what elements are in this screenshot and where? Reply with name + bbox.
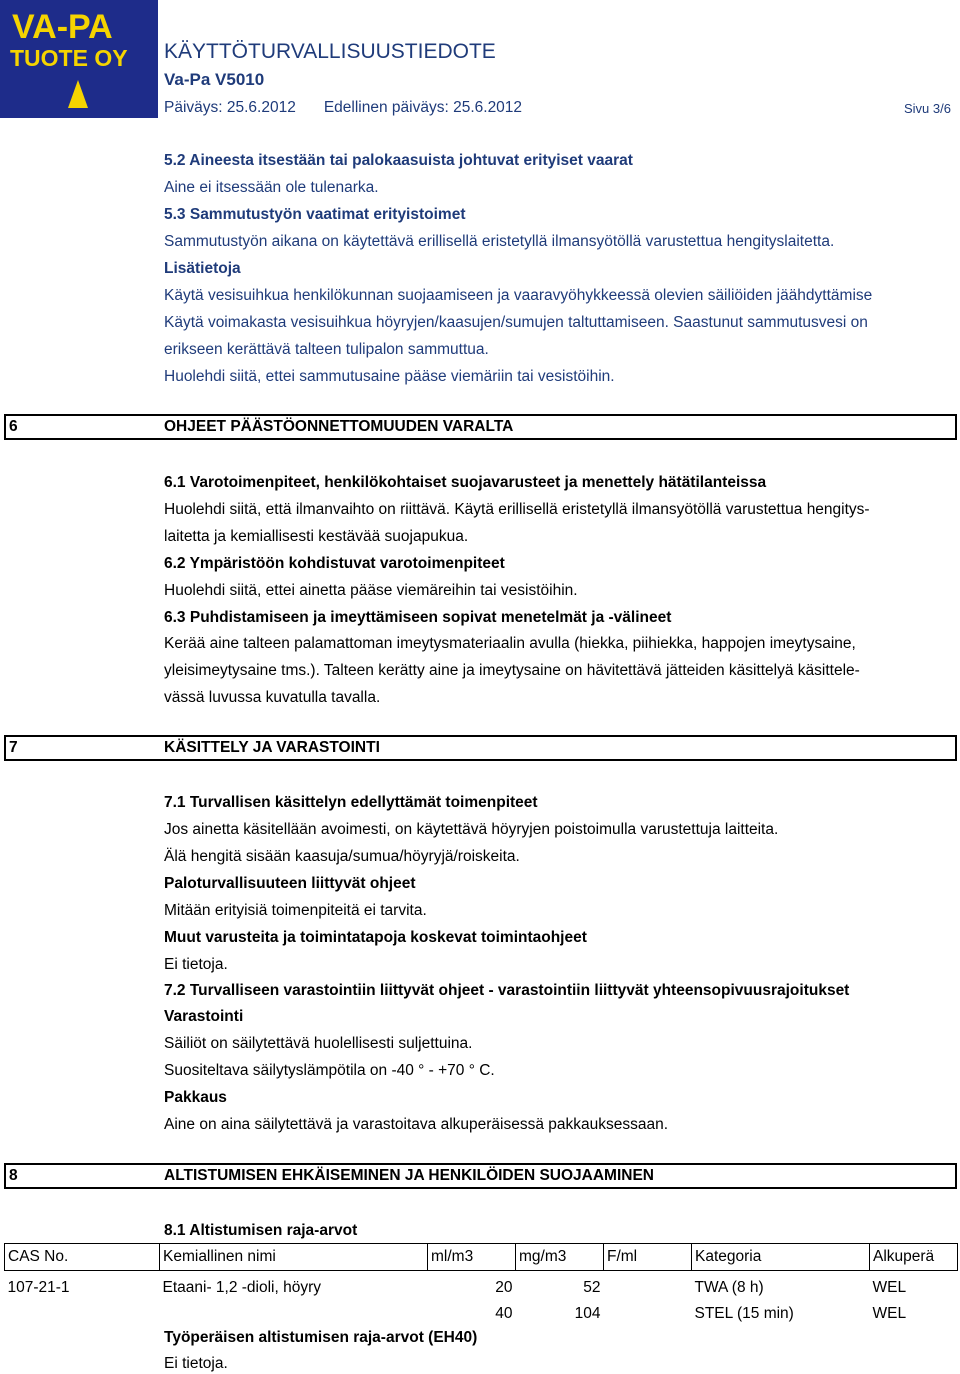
ml-m3-value: 20 (495, 1279, 513, 1296)
section-7-header (4, 735, 957, 761)
column-header: Alkuperä (870, 1244, 958, 1271)
subsection-7-1-heading: 7.1 Turvallisen käsittelyn edellyttämät toimenpiteet (164, 794, 538, 811)
section-number: 6 (9, 418, 18, 435)
subsection-8-1-heading: 8.1 Altistumisen raja-arvot (164, 1222, 358, 1239)
additional-info-line: Käytä vesisuihkua henkilökunnan suojaamiseen ja vaaravyöhykkeessä olevien säiliöiden jäähdyttämise (164, 287, 873, 304)
section-title: ALTISTUMISEN EHKÄISEMINEN JA HENKILÖIDEN SUOJAAMINEN (164, 1167, 655, 1184)
logo-graphic (0, 0, 158, 118)
other-instructions-heading: Muut varusteita ja toimintatapoja koskevat toimintaohjeet (164, 929, 587, 946)
table-row (5, 1301, 958, 1327)
subsection-5-2-text: Aine ei itsessään ole tulenarka. (164, 179, 379, 196)
subsection-7-2-heading: 7.2 Turvalliseen varastointiin liittyvät ohjeet - varastointiin liittyvät yhteensopivuusrajoitukset (164, 982, 850, 999)
subsection-7-1-text: Älä hengitä sisään kaasuja/sumua/höyryjä/roiskeita. (164, 848, 520, 865)
origin-value: WEL (872, 1279, 907, 1296)
table-row (5, 1275, 958, 1301)
other-instructions-text: Ei tietoja. (164, 956, 228, 973)
origin-value: WEL (872, 1305, 907, 1322)
ml-m3-value: 40 (495, 1305, 513, 1322)
column-header: CAS No. (5, 1244, 160, 1271)
company-logo (0, 0, 158, 118)
subsection-6-2-text: Huolehdi siitä, ettei ainetta pääse viemäreihin tai vesistöihin. (164, 582, 578, 599)
logo-text-vapa: VA-PA (12, 8, 113, 46)
section-number: 8 (9, 1167, 18, 1184)
subsection-6-1-text: Huolehdi siitä, että ilmanvaihto on riittävä. Käytä erillisellä eristetyllä ilmansyötöllä varustettua hengitys- (164, 501, 870, 518)
subsection-6-1-heading: 6.1 Varotoimenpiteet, henkilökohtaiset suojavarusteet ja menettely hätätilanteissa (164, 474, 767, 491)
subsection-7-1-text: Jos ainetta käsitellään avoimesti, on käytettävä höyryjen poistoimulla varustettuja laitteita. (164, 821, 779, 838)
column-header: Kategoria (692, 1244, 870, 1271)
packaging-heading: Pakkaus (164, 1089, 227, 1106)
mg-m3-value: 52 (583, 1279, 601, 1296)
subsection-6-3-text: yleisimeytysaine tms.). Talteen kerätty aine ja imeytysaine on hävitettävä jätteiden käsittelyä käsittele- (164, 662, 860, 679)
storage-text: Suositeltava säilytyslämpötila on -40 ° - +70 ° C. (164, 1062, 495, 1079)
product-name: Va-Pa V5010 (164, 70, 265, 89)
column-header: ml/m3 (428, 1244, 516, 1271)
eh40-text: Ei tietoja. (164, 1355, 228, 1372)
section-number: 7 (9, 739, 18, 756)
eh40-heading: Työperäisen altistumisen raja-arvot (EH40) (164, 1329, 478, 1346)
subsection-6-1-text: laitetta ja kemiallisesti kestävää suojapukua. (164, 528, 469, 545)
fire-safety-text: Mitään erityisiä toimenpiteitä ei tarvita. (164, 902, 427, 919)
section-title: KÄSITTELY JA VARASTOINTI (164, 739, 380, 756)
packaging-text: Aine on aina säilytettävä ja varastoitava alkuperäisessä pakkauksessaan. (164, 1116, 669, 1133)
f-ml-value (604, 1275, 692, 1301)
subsection-5-3-text: Sammutustyön aikana on käytettävä erillisellä eristetyllä ilmansyötöllä varustettua hengityslaitetta. (164, 233, 835, 250)
subsection-6-3-heading: 6.3 Puhdistamiseen ja imeyttämiseen sopivat menetelmät ja -välineet (164, 609, 672, 626)
section-title: OHJEET PÄÄSTÖONNETTOMUUDEN VARALTA (164, 418, 514, 435)
column-header: mg/m3 (516, 1244, 604, 1271)
document-title: KÄYTTÖTURVALLISUUSTIEDOTE (164, 40, 496, 63)
storage-heading: Varastointi (164, 1008, 244, 1025)
additional-info-line: Käytä voimakasta vesisuihkua höyryjen/kaasujen/sumujen taltuttamiseen. Saastunut sammutusvesi on (164, 314, 868, 331)
fire-safety-heading: Paloturvallisuuteen liittyvät ohjeet (164, 875, 416, 892)
issue-date: Päiväys: 25.6.2012 (164, 99, 296, 116)
subsection-6-3-text: Kerää aine talteen palamattoman imeytysmateriaalin avulla (hiekka, piihiekka, happojen imeytysaine, (164, 635, 856, 652)
table-header-row (5, 1244, 958, 1271)
section-8-header (4, 1163, 957, 1189)
cas-number: 107-21-1 (7, 1279, 70, 1296)
header-dates (164, 99, 522, 117)
subsection-5-2-heading: 5.2 Aineesta itsestään tai palokaasuista johtuvat erityiset vaarat (164, 152, 633, 169)
subsection-6-2-heading: 6.2 Ympäristöön kohdistuvat varotoimenpiteet (164, 555, 505, 572)
column-header: F/ml (604, 1244, 692, 1271)
category-value: STEL (15 min) (694, 1305, 794, 1322)
page-number: Sivu 3/6 (904, 101, 951, 116)
chemical-name: Etaani- 1,2 -dioli, höyry (162, 1279, 322, 1296)
category-value: TWA (8 h) (694, 1279, 764, 1296)
subsection-6-3-text: vässä luvussa kuvatulla tavalla. (164, 689, 381, 706)
column-header: Kemiallinen nimi (160, 1244, 428, 1271)
mg-m3-value: 104 (574, 1305, 601, 1322)
logo-text-tuote: TUOTE OY (10, 45, 128, 71)
additional-info-line: Huolehdi siitä, ettei sammutusaine pääse viemäriin tai vesistöihin. (164, 368, 615, 385)
cas-number (5, 1301, 160, 1327)
storage-text: Säiliöt on säilytettävä huolellisesti suljettuina. (164, 1035, 473, 1052)
chemical-name (160, 1301, 428, 1327)
previous-date: Edellinen päiväys: 25.6.2012 (323, 99, 523, 116)
section-6-header (4, 414, 957, 440)
exposure-limits-table (4, 1243, 958, 1327)
f-ml-value (604, 1301, 692, 1327)
subsection-5-3-heading: 5.3 Sammutustyön vaatimat erityistoimet (164, 206, 466, 223)
additional-info-line: erikseen kerättävä talteen tulipalon sammuttua. (164, 341, 489, 358)
additional-info-heading: Lisätietoja (164, 260, 241, 277)
